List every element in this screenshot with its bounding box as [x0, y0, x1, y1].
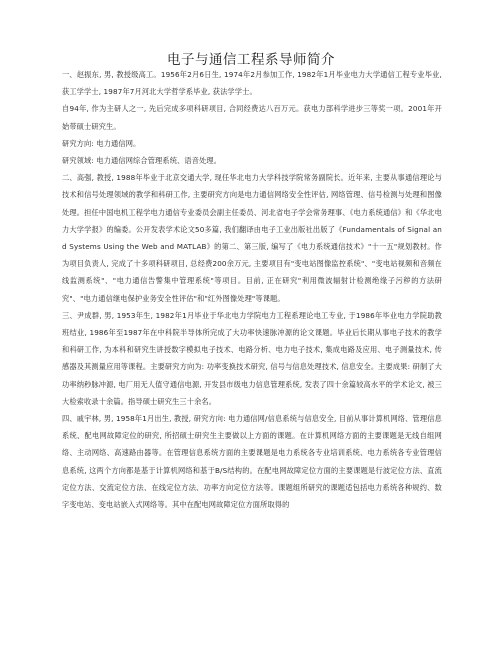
paragraph-yin-chengqun: 三、尹成群, 男, 1953年生, 1982年1月毕业于华北电力学院电力工程系理论电工专业, 于1986年毕业电力学院助教班结业, 1986年至1987年在中科院半导体所完成了大功率快速脉冲源的论文课题。毕业后长期从事电子技术的教学和科研工作, 为本科和研究生讲授数字模拟电子技术、电路分析、电力电子技术, 集成电路及应用、电子测量技术, 传感器及其测量应用等课程。主要研究方向为: 功率变换技术研究, 信号与信息处理技术, 信息安全。主要成果: 研制了大功率纳秒脉冲源, 电厂用无人值守通信电源, 开发县市级电力信息管理系统, 发表了四十余篇较高水平的学术论文, 被三大检索收录十余篇。指导硕士研究生三十余名。	[62, 310, 442, 406]
paragraph-zhao-direction: 研究方向: 电力通信网。	[62, 138, 141, 148]
paragraph-zhao-projects: 自94年, 作为主研人之一, 先后完成多项科研项目, 合同经费达八百万元。获电力部科学进步三等奖一项。2001年开始带硕士研究生。	[62, 104, 442, 131]
document-body	[62, 66, 442, 513]
paragraph-qi-yulin: 四、戚宇林, 男, 1958年1月出生, 教授, 研究方向: 电力通信网/信息系统与信息安全, 目前从事计算机网络、管理信息系统、配电网故障定位的研究, 所招硕士研究生主要做以上方面的课题。在计算机网络方面的主要课题是无线自组网络、主动网络、高速路由器等。在管理信息系统方面的主要课题是电力系统各专业培训系统、电力系统各专业管理信息系统, 这两个方向都是基于计算机网络和基于B/S结构的。在配电网故障定位方面的主要课题是行波定位方法、直流定位方法、交流定位方法、在线定位方法、功率方向定位方法等。课题组所研究的课题适包括电力系统各种规约、数字变电站、变电站嵌入式网络等。其中在配电网故障定位方面所取得的	[62, 414, 442, 510]
document-title: 电子与通信工程系导师简介	[167, 52, 335, 68]
paragraph-gao-qiang: 二、高强, 教授, 1988年毕业于北京交通大学, 现任华北电力大学科技学院常务副院长。近年来, 主要从事通信理论与技术和信号处理领域的教学和科研工作, 主要研究方向是电力通信网络安全性评估, 网络管理、信号检测与处理和图像处理。担任中国电机工程学电力通信专业委员会副主任委员、河北省电子学会常务理事、《电力系统通信》和《华北电力大学学报》的编委。公开发表学术论文50多篇, 我们翻译由电子工业出版社出版了《Fundamentals of Signal and Systems Using the Web and MATLAB》的第二、第三版, 编写了《电力系统通信技术》"十一五"规划教材。作为项目负责人, 完成了十多项科研项目, 总经费200余万元, 主要项目有"变电站图像监控系统"、"变电站视频和音频在线监测系统"、"电力通信告警集中管理系统"等项目。目前, 正在研究"利用微波辐射计检测绝缘子污秽的方法研究"、"电力通信继电保护业务安全性评估"和"红外图像处理"等课题。	[62, 173, 442, 303]
paragraph-intro-zhao: 一、赵振东, 男, 教授级高工。1956年2月6日生, 1974年2月参加工作, 1982年1月毕业电力大学通信工程专业毕业, 获工学学士, 1987年7月河北大学哲学系毕业, 获法学学士。	[62, 70, 442, 97]
paragraph-zhao-field: 研究领域: 电力通信网综合管理系统、语音处理。	[62, 156, 222, 166]
